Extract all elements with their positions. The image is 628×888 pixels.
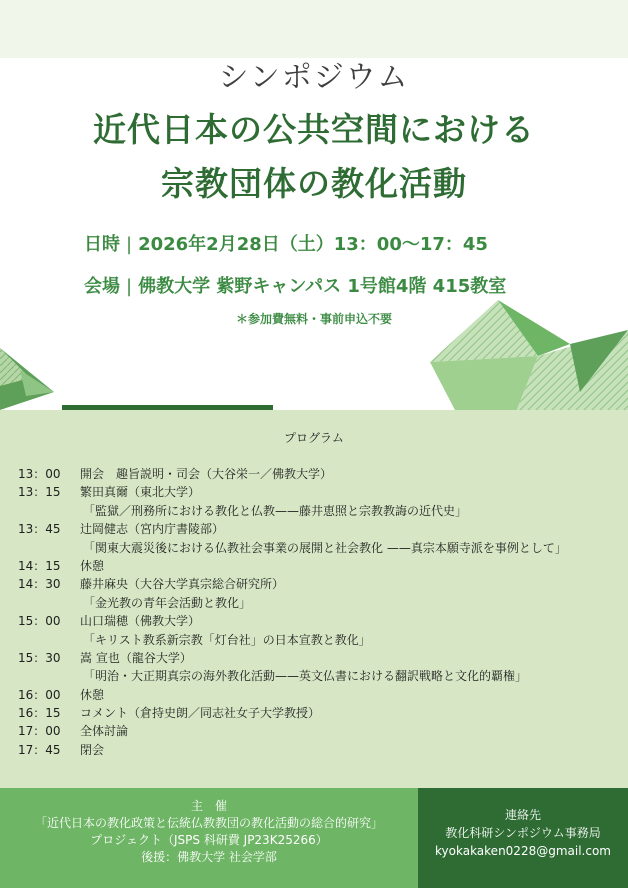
schedule-text: 山口瑞穂（佛教大学）: [80, 614, 201, 629]
admission-note: ＊参加費無料・事前申込不要: [235, 312, 392, 326]
venue-value: 佛教大学 紫野キャンパス 1号館4階 415教室: [138, 276, 507, 297]
organizer-label: 主 催: [190, 799, 227, 813]
schedule-text: 「金光教の青年会活動と教化」: [83, 595, 252, 610]
schedule-row: [18, 520, 623, 538]
right-crane-icon: [430, 300, 628, 412]
organizer-box: [0, 788, 418, 888]
schedule-time: 15：30: [18, 650, 61, 665]
schedule-text: コメント（倉持史朗／同志社女子大学教授）: [80, 706, 321, 721]
date-value: 2026年2月28日（土）13：00〜17：45: [138, 234, 488, 255]
schedule-text: 閉会: [80, 742, 105, 757]
schedule-talk-title: [18, 667, 623, 685]
schedule-talk-title: [18, 539, 623, 557]
schedule-talk-title: [18, 631, 623, 649]
schedule-row: [18, 465, 623, 483]
contact-box: [418, 788, 628, 888]
schedule-time: 13：45: [18, 522, 61, 537]
program-heading: プログラム: [284, 431, 344, 445]
schedule-text: 「監獄／刑務所における教化と仏教——藤井恵照と宗教教誨の近代史」: [83, 503, 468, 518]
schedule-time: 17：45: [18, 742, 61, 757]
contact-email[interactable]: kyokakaken0228@gmail.com: [435, 844, 611, 858]
schedule-time: 13：00: [18, 467, 61, 481]
schedule-row: [18, 704, 623, 722]
date-line: [84, 230, 488, 256]
schedule-talk-title: [18, 502, 623, 520]
schedule-row: [18, 483, 623, 501]
contact-label: 連絡先: [504, 808, 541, 822]
schedule-time: 13：15: [18, 485, 61, 500]
schedule-text: 辻岡健志（宮内庁書陵部）: [80, 522, 225, 537]
schedule-row: [18, 649, 623, 667]
schedule-time: 15：00: [18, 614, 61, 629]
schedule-text: 藤井麻央（大谷大学真宗総合研究所）: [80, 577, 285, 592]
schedule-row: [18, 557, 623, 575]
schedule-row: [18, 612, 623, 630]
schedule-time: 14：15: [18, 558, 61, 573]
schedule-row: [18, 722, 623, 740]
schedule-row: [18, 575, 623, 593]
symposium-label: シンポジウム: [218, 60, 410, 95]
schedule-text: 休憩: [80, 558, 105, 573]
schedule-text: 「明治・大正期真宗の海外教化活動——英文仏書における翻訳戦略と文化的覇権」: [83, 669, 528, 684]
schedule-row: [18, 741, 623, 759]
support-line: 後援：佛教大学 社会学部: [141, 850, 277, 864]
title-line-1: 近代日本の公共空間における: [93, 110, 535, 149]
left-crane-icon: [0, 338, 60, 410]
venue-separator: |: [126, 276, 133, 297]
schedule-row: [18, 686, 623, 704]
schedule-time: 17：00: [18, 724, 61, 739]
schedule-text: 「キリスト教系新宗教「灯台社」の日本宣教と教化」: [83, 632, 371, 647]
organizer-project-line1: 「近代日本の教化政策と伝統仏教教団の教化活動の総合的研究」: [34, 816, 383, 830]
date-key: 日時: [84, 234, 120, 255]
contact-organization: 教化科研シンポジウム事務局: [445, 826, 601, 840]
venue-key: 会場: [84, 276, 120, 297]
schedule-text: 「関東大震災後における仏教社会事業の展開と社会教化 ——真宗本願寺派を事例として」: [83, 540, 567, 555]
title-line-2: 宗教団体の教化活動: [161, 164, 467, 203]
date-separator: |: [126, 234, 133, 255]
schedule-time: 16：00: [18, 687, 61, 702]
schedule-time: 16：15: [18, 706, 61, 721]
schedule-text: 開会 趣旨説明・司会（大谷栄一／佛教大学）: [80, 467, 333, 481]
schedule-time: 14：30: [18, 577, 61, 592]
program-section: [0, 410, 628, 788]
schedule-text: 全体討論: [80, 724, 129, 739]
organizer-project-line2: プロジェクト（JSPS 科研費 JP23K25266）: [90, 833, 328, 847]
venue-line: [84, 272, 506, 298]
schedule-text: 休憩: [80, 687, 105, 702]
schedule-text: 繁田真爾（東北大学）: [80, 485, 201, 500]
schedule-talk-title: [18, 594, 623, 612]
schedule-text: 嵩 宣也（龍谷大学）: [80, 650, 192, 665]
schedule-list: [18, 465, 623, 759]
